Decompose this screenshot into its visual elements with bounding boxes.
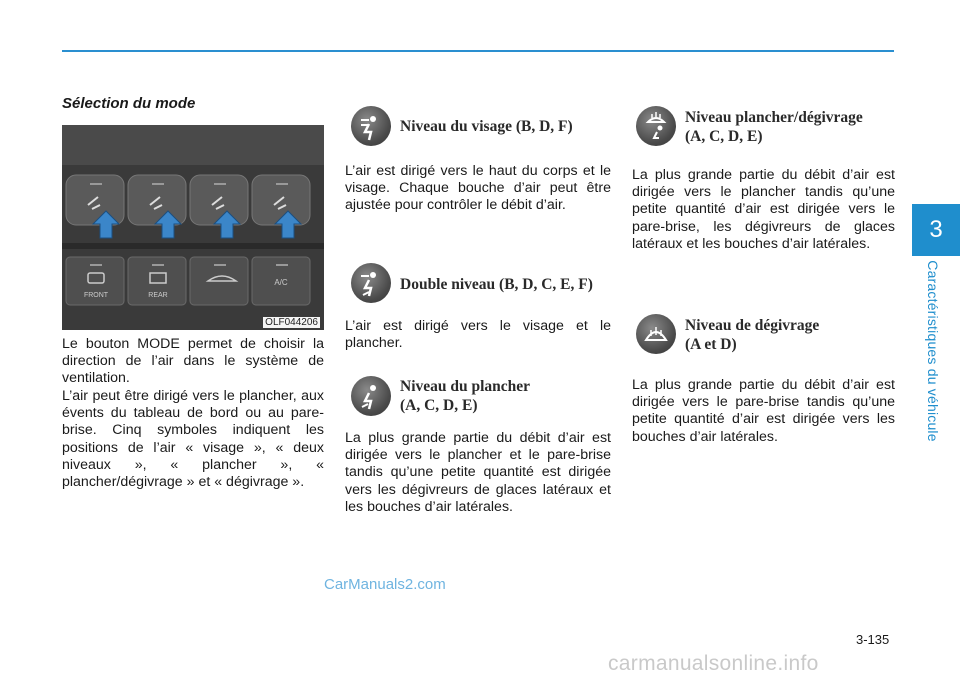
mode-title-bilevel (400, 275, 593, 294)
mode-title-bilevel-line1: Double niveau (B, D, C, E, F) (400, 276, 593, 293)
left-paragraph-1: Le bouton MODE permet de choisir la direction de l’air dans le système de ventilation. (62, 336, 324, 387)
section-title: Sélection du mode (62, 95, 196, 112)
mode-title-floor-defrost (685, 108, 863, 146)
watermark: CarManuals2.com (324, 576, 446, 593)
mode-title-floor-line2: (A, C, D, E) (400, 397, 478, 414)
figure-code: OLF044206 (265, 317, 318, 328)
defrost-level-icon (636, 314, 676, 354)
mode-title-defrost-line2: (A et D) (685, 336, 737, 353)
mode-text-face: L’air est dirigé vers le haut du corps et le visage. Chaque bouche d’air peut être ajustée pour contrôler le débit d’air. (345, 163, 611, 214)
climate-control-photo (62, 125, 324, 330)
mode-title-floor-line1: Niveau du plancher (400, 378, 531, 395)
bi-level-icon (351, 263, 391, 303)
mode-title-floor (400, 377, 530, 415)
chapter-number: 3 (929, 216, 943, 243)
chapter-side-title (920, 258, 946, 443)
page-number: 3-135 (856, 632, 890, 647)
mode-title-defrost (685, 316, 819, 354)
footer-watermark: carmanualsonline.info (608, 652, 819, 675)
mode-text-floor: La plus grande partie du débit d’air est dirigée vers le plancher et le pare-brise tandis qu’une petite quantité est dirigée vers les dégivreurs de glaces latéraux et les bouches d’air latérales. (345, 430, 611, 515)
left-paragraph-2: L’air peut être dirigé vers le plancher, aux évents du tableau de bord ou au pare-brise. Cinq symboles indiquent les positions de l’air « visage », « deux niveaux », « plancher », « plancher/dégivrage » et « dégivrage ». (62, 388, 324, 491)
chapter-title: Caractéristiques du véhicule (925, 259, 941, 442)
mode-text-bilevel: L’air est dirigé vers le visage et le plancher. (345, 318, 611, 352)
header-rule (62, 50, 894, 52)
control-panel-illustration (62, 125, 324, 330)
front-defrost-label: FRONT (83, 292, 109, 299)
floor-defrost-icon (636, 106, 676, 146)
mode-title-face (400, 117, 573, 136)
rear-defrost-label: REAR (148, 292, 168, 299)
mode-text-floor-defrost: La plus grande partie du débit d’air est dirigée vers le plancher tandis qu’une petite quantité d’air est dirigée vers le pare-brise, les dégivreurs de glaces latéraux et les bouches d’air latérales. (632, 167, 895, 252)
mode-title-face-line1: Niveau du visage (B, D, F) (400, 118, 573, 135)
chapter-tab (912, 204, 960, 256)
mode-title-floor-defrost-line2: (A, C, D, E) (685, 128, 763, 145)
mode-title-floor-defrost-line1: Niveau plancher/dégivrage (685, 109, 863, 126)
ac-label: A/C (274, 278, 288, 287)
mode-title-defrost-line1: Niveau de dégivrage (685, 317, 820, 334)
face-level-icon (351, 106, 391, 146)
floor-level-icon (351, 376, 391, 416)
mode-text-defrost: La plus grande partie du débit d’air est dirigée vers le pare-brise tandis qu’une petite quantité d’air est dirigée vers les bouches d’air latérales. (632, 377, 895, 445)
